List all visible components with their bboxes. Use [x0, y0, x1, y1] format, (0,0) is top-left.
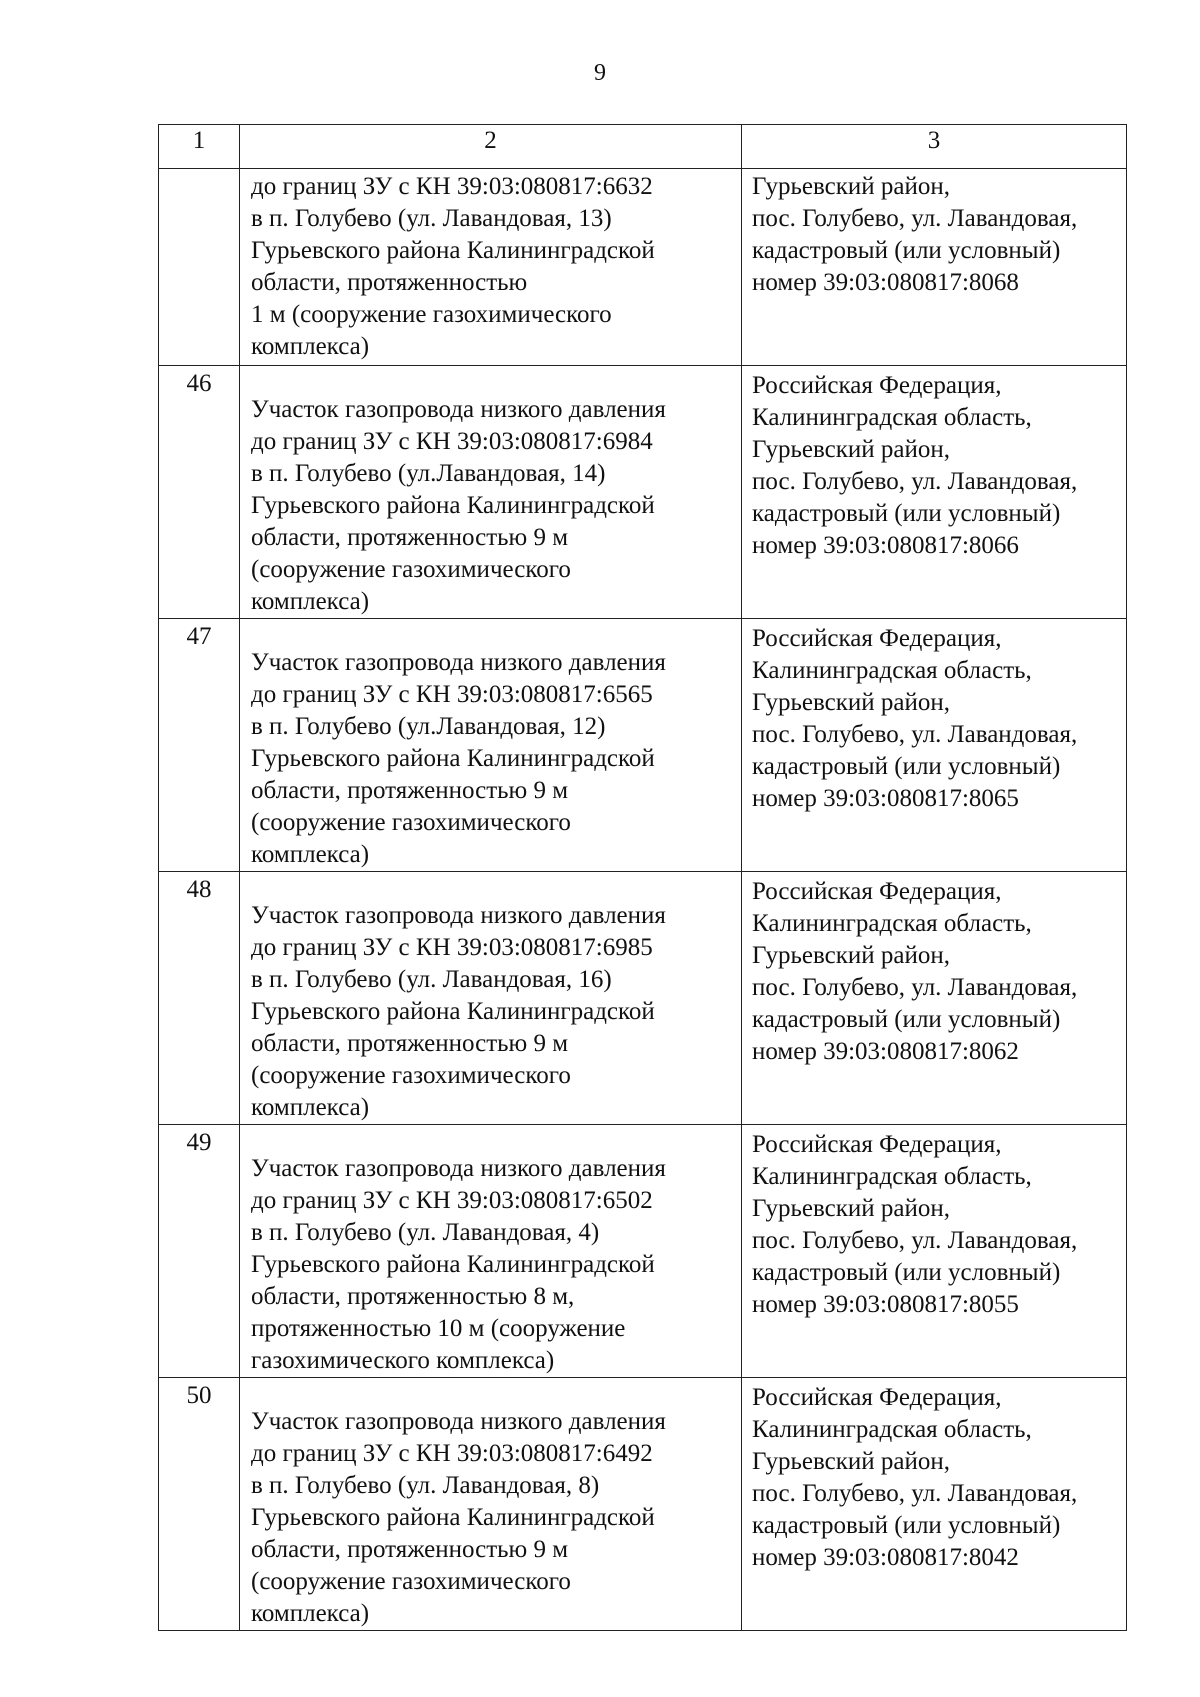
row-number: 46 — [159, 366, 240, 619]
row-description: Участок газопровода низкого давления до границ ЗУ с КН 39:03:080817:6492 в п. Голубево (ул. Лавандовая, 8) Гурьевского района Калининградской области, протяженностью 9 м (сооружение газохимического комплекса) — [240, 1378, 742, 1631]
row-number: 50 — [159, 1378, 240, 1631]
table-header-row — [159, 125, 1127, 169]
row-number: 47 — [159, 619, 240, 872]
header-col-3: 3 — [742, 125, 1127, 169]
row-description: Участок газопровода низкого давления до границ ЗУ с КН 39:03:080817:6565 в п. Голубево (ул.Лавандовая, 12) Гурьевского района Калининградской области, протяженностью 9 м (сооружение газохимического комплекса) — [240, 619, 742, 872]
header-col-1: 1 — [159, 125, 240, 169]
table-row — [159, 872, 1127, 1125]
row-owner: Гурьевский район, пос. Голубево, ул. Лавандовая, кадастровый (или условный) номер 39:03:080817:8068 — [742, 169, 1127, 366]
table-row — [159, 366, 1127, 619]
row-description: Участок газопровода низкого давления до границ ЗУ с КН 39:03:080817:6502 в п. Голубево (ул. Лавандовая, 4) Гурьевского района Калининградской области, протяженностью 8 м, протяженностью 10 м (сооружение газохимического комплекса) — [240, 1125, 742, 1378]
row-number: 48 — [159, 872, 240, 1125]
header-col-2: 2 — [240, 125, 742, 169]
table-row — [159, 619, 1127, 872]
table-row — [159, 1378, 1127, 1631]
row-owner: Российская Федерация, Калининградская область, Гурьевский район, пос. Голубево, ул. Лавандовая, кадастровый (или условный) номер 39:03:080817:8055 — [742, 1125, 1127, 1378]
row-owner: Российская Федерация, Калининградская область, Гурьевский район, пос. Голубево, ул. Лавандовая, кадастровый (или условный) номер 39:03:080817:8066 — [742, 366, 1127, 619]
table-row — [159, 1125, 1127, 1378]
row-owner: Российская Федерация, Калининградская область, Гурьевский район, пос. Голубево, ул. Лавандовая, кадастровый (или условный) номер 39:03:080817:8042 — [742, 1378, 1127, 1631]
row-number — [159, 169, 240, 366]
row-owner: Российская Федерация, Калининградская область, Гурьевский район, пос. Голубево, ул. Лавандовая, кадастровый (или условный) номер 39:03:080817:8062 — [742, 872, 1127, 1125]
row-number: 49 — [159, 1125, 240, 1378]
page-number: 9 — [594, 60, 606, 86]
row-description: Участок газопровода низкого давления до границ ЗУ с КН 39:03:080817:6984 в п. Голубево (ул.Лавандовая, 14) Гурьевского района Калининградской области, протяженностью 9 м (сооружение газохимического комплекса) — [240, 366, 742, 619]
row-owner: Российская Федерация, Калининградская область, Гурьевский район, пос. Голубево, ул. Лавандовая, кадастровый (или условный) номер 39:03:080817:8065 — [742, 619, 1127, 872]
row-description: Участок газопровода низкого давления до границ ЗУ с КН 39:03:080817:6985 в п. Голубево (ул. Лавандовая, 16) Гурьевского района Калининградской области, протяженностью 9 м (сооружение газохимического комплекса) — [240, 872, 742, 1125]
table-row — [159, 169, 1127, 366]
row-description: до границ ЗУ с КН 39:03:080817:6632 в п. Голубево (ул. Лавандовая, 13) Гурьевского района Калининградской области, протяженностью 1 м (сооружение газохимического комплекса) — [240, 169, 742, 366]
property-table — [158, 124, 1127, 1631]
